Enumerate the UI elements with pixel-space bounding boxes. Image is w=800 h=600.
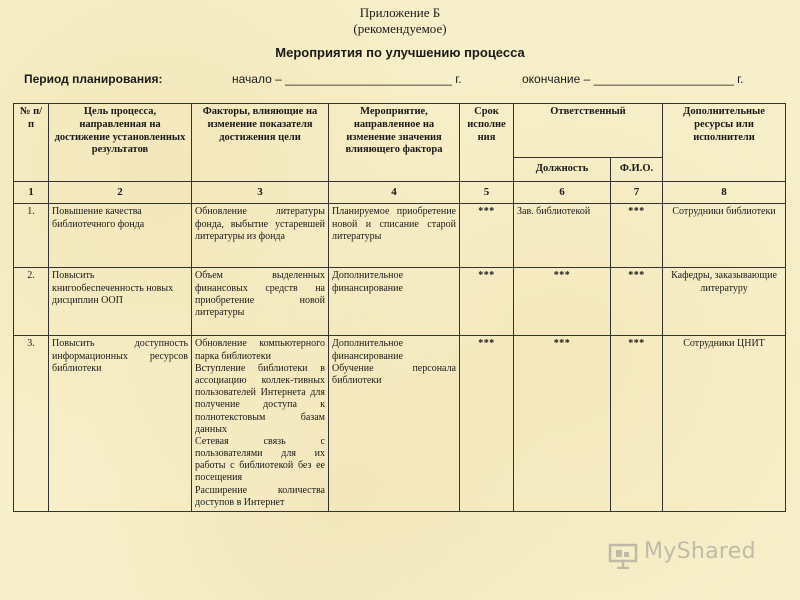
row-number: 1.	[14, 204, 49, 268]
column-number: 1	[14, 182, 49, 204]
header-resources: Дополнительные ресурсы или исполнители	[663, 104, 786, 182]
resources-cell: Сотрудники библиотеки	[663, 204, 786, 268]
position-cell: ***	[514, 268, 611, 336]
factor-item: Вступление библиотеки в ассоциацию коллек-тивных пользователей Интернета для получение доступа к полнотекстовым базам данных	[195, 362, 325, 435]
column-number: 8	[663, 182, 786, 204]
header-measure: Мероприятие, направленное на изменение значения влияющего фактора	[329, 104, 460, 182]
column-number: 6	[514, 182, 611, 204]
factor-item: Обновление компьютерного парка библиотеки	[195, 338, 325, 362]
factor-item: Сетевая связь с пользователями для их работы с библиотекой без ее посещения	[195, 435, 325, 484]
watermark-text: MyShared	[644, 539, 756, 564]
factors-cell	[192, 204, 329, 268]
header-num: № п/п	[14, 104, 49, 182]
header-fio: Ф.И.О.	[611, 158, 663, 182]
measure-cell	[329, 268, 460, 336]
header-position: Должность	[514, 158, 611, 182]
resources-cell: Сотрудники ЦНИТ	[663, 336, 786, 512]
term-cell: ***	[460, 268, 514, 336]
measure-item: Планируемое приобретение новой и списание старой литературы	[332, 206, 456, 242]
column-number: 7	[611, 182, 663, 204]
position-cell: Зав. библиотекой	[514, 204, 611, 268]
factor-item: Обновление литературы фонда, выбытие устаревшей литературы из фонда	[195, 206, 325, 242]
measure-cell	[329, 204, 460, 268]
appendix-label: Приложение Б	[359, 5, 441, 20]
watermark	[608, 537, 778, 577]
presentation-board-icon	[608, 541, 638, 569]
measure-item: Дополнительное финансирование	[332, 338, 404, 362]
header-goal: Цель процесса, направленная на достижение установленных результатов	[49, 104, 192, 182]
header-term: Срок исполне ния	[460, 104, 514, 182]
table-row	[14, 204, 786, 268]
column-number: 4	[329, 182, 460, 204]
measure-item: Дополнительное финансирование	[332, 270, 404, 294]
measure-cell	[329, 336, 460, 512]
column-number-row	[14, 182, 786, 204]
table-row	[14, 268, 786, 336]
resources-cell: Кафедры, заказывающие литературу	[663, 268, 786, 336]
header-factors: Факторы, влияющие на изменение показателя достижения цели	[192, 104, 329, 182]
period-start-field: начало – _________________________ г.	[232, 72, 462, 86]
recommended-label: (рекомендуемое)	[353, 21, 447, 36]
fio-cell: ***	[611, 268, 663, 336]
goal-cell: Повысить доступность информационных ресурсов библиотеки	[49, 336, 192, 512]
planning-period-row	[24, 72, 784, 88]
column-number: 5	[460, 182, 514, 204]
period-end-field: окончание – _____________________ г.	[522, 72, 744, 86]
term-cell: ***	[460, 336, 514, 512]
column-number: 3	[192, 182, 329, 204]
measures-table	[13, 103, 786, 512]
column-number: 2	[49, 182, 192, 204]
row-number: 3.	[14, 336, 49, 512]
position-cell: ***	[514, 336, 611, 512]
factor-item: Расширение количества доступов в Интернет	[195, 484, 325, 508]
planning-period-label: Период планирования:	[24, 72, 163, 86]
term-cell: ***	[460, 204, 514, 268]
table-row	[14, 336, 786, 512]
measure-item: Обучение персонала библиотеки	[332, 362, 456, 386]
page-title: Мероприятия по улучшению процесса	[275, 45, 525, 60]
fio-cell: ***	[611, 204, 663, 268]
factors-cell	[192, 336, 329, 512]
goal-cell: Повышение качества библиотечного фонда	[49, 204, 192, 268]
header-responsible: Ответственный	[514, 104, 663, 158]
row-number: 2.	[14, 268, 49, 336]
factor-item: Объем выделенных финансовых средств на приобретение новой литературы	[195, 270, 325, 318]
goal-cell: Повысить книгообеспеченность новых дисциплин ООП	[49, 268, 192, 336]
factors-cell	[192, 268, 329, 336]
fio-cell: ***	[611, 336, 663, 512]
